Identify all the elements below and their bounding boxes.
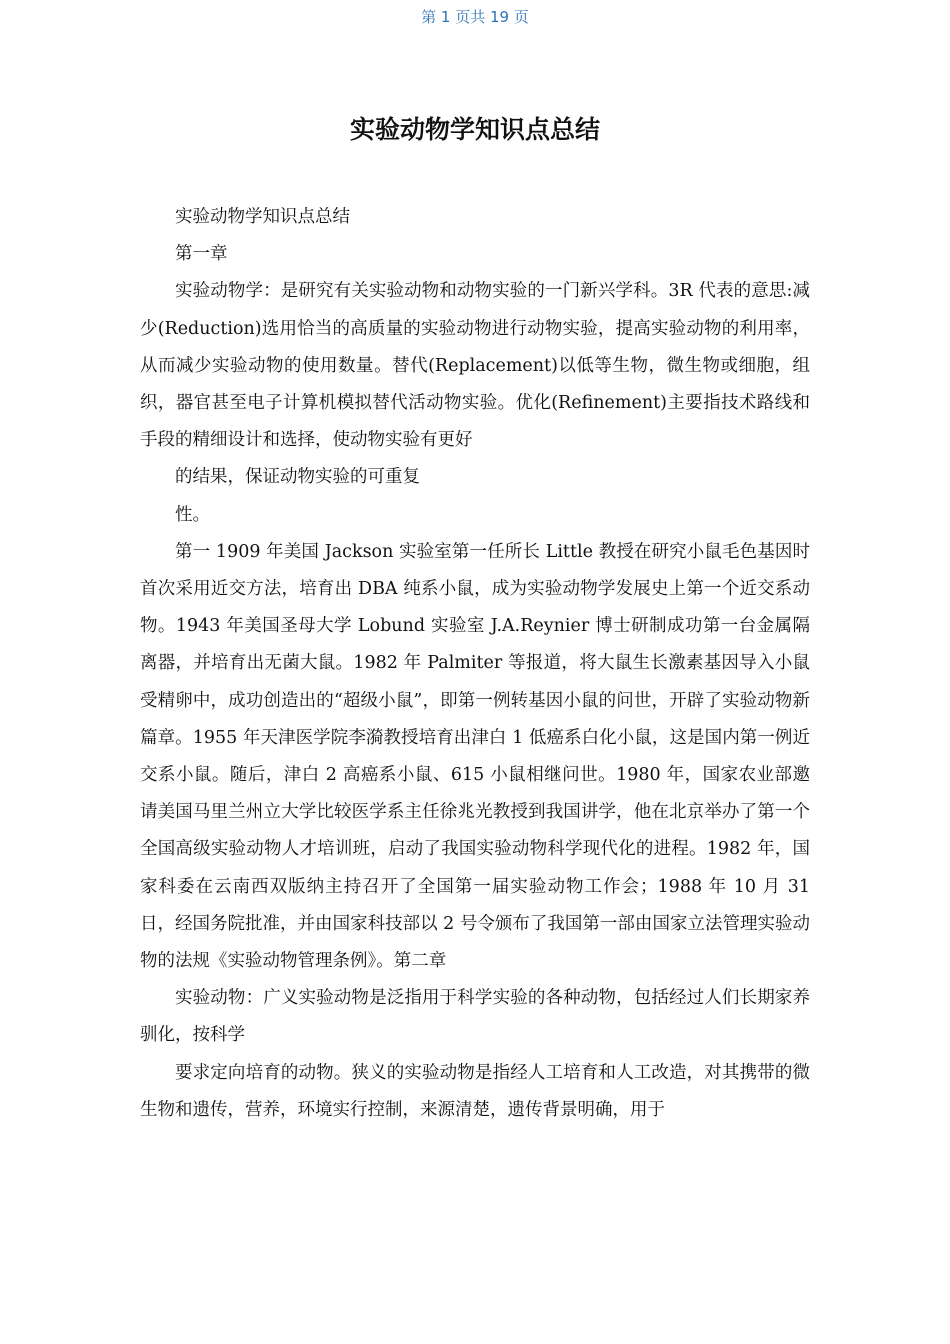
body-paragraph: 实验动物：广义实验动物是泛指用于科学实验的各种动物，包括经过人们长期家养驯化，按科学 — [140, 988, 810, 1046]
document-title: 实验动物学知识点总结 — [349, 115, 600, 144]
body-paragraph: 第一 1909 年美国 Jackson 实验室第一任所长 Little 教授在研究小鼠毛色基因时首次采用近交方法，培育出 DBA 纯系小鼠，成为实验动物学发展史上第一个近交系动物。1943 年美国圣母大学 Lobund 实验室 J.A.Reynier 博士研制成功第一台金属隔离器，并培育出无菌大鼠。1982 年 Palmiter 等报道，将大鼠生长激素基因导入小鼠受精卵中，成功创造出的“超级小鼠”，即第一例转基因小鼠的问世，开辟了实验动物新篇章。1955 年天津医学院李漪教授培育出津白 1 低癌系白化小鼠，这是国内第一例近交系小鼠。随后，津白 2 高癌系小鼠、615 小鼠相继问世。1980 年，国家农业部邀请美国马里兰州立大学比较医学系主任徐兆光教授到我国讲学，他在北京举办了第一个全国高级实验动物人才培训班，启动了我国实验动物科学现代化的进程。1982 年，国家科委在云南西双版纳主持召开了全国第一届实验动物工作会；1988 年 10 月 31 日，经国务院批准，并由国家科技部以 2 号令颁布了我国第一部由国家立法管理实验动物的法规《实验动物管理条例》。第二章 — [140, 541, 810, 972]
chapter-heading: 第一章 — [175, 244, 228, 265]
body-paragraph: 实验动物学：是研究有关实验动物和动物实验的一门新兴学科。3R 代表的意思:减少(Reduction)选用恰当的高质量的实验动物进行动物实验，提高实验动物的利用率，从而减少实验动物的使用数量。替代(Replacement)以低等生物，微生物或细胞，组织，器官甚至电子计算机模拟替代活动物实验。优化(Refinement)主要指技术路线和手段的精细设计和选择，使动物实验有更好 — [140, 281, 810, 451]
body-paragraph: 要求定向培育的动物。狭义的实验动物是指经人工培育和人工改造，对其携带的微生物和遗传，营养，环境实行控制，来源清楚，遗传背景明确，用于 — [140, 1062, 810, 1120]
document-body — [140, 199, 810, 1129]
body-paragraph: 实验动物学知识点总结 — [175, 207, 350, 227]
body-paragraph: 性。 — [175, 504, 210, 525]
page-indicator: 第 1 页共 19 页 — [421, 8, 529, 26]
body-paragraph: 的结果，保证动物实验的可重复 — [175, 467, 420, 488]
